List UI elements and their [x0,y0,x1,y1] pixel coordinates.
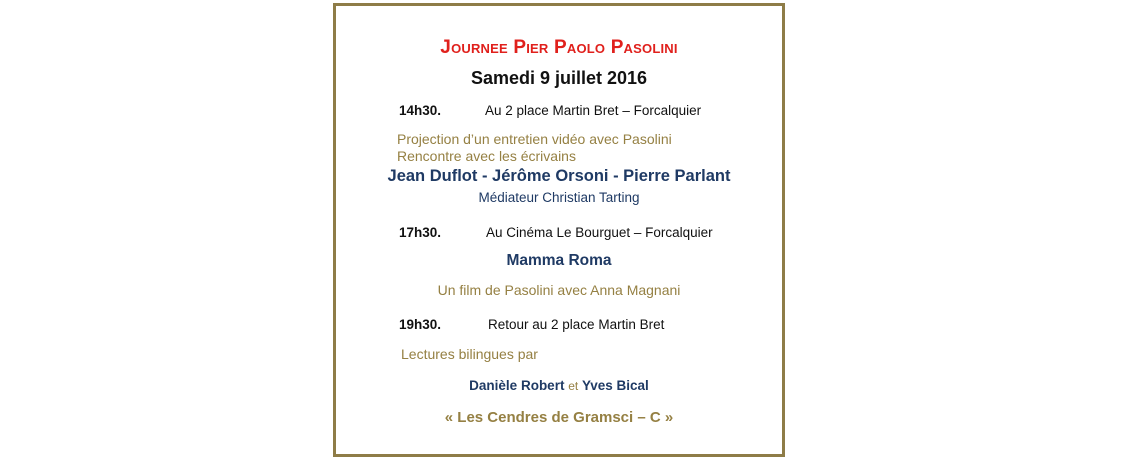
mediator: Médiateur Christian Tarting [478,190,640,205]
session2-time: 17h30. [399,225,442,240]
session3-time: 19h30. [399,317,442,332]
session1-place: Au 2 place Martin Bret – Forcalquier [485,103,702,118]
session3-place: Retour au 2 place Martin Bret [488,317,665,332]
film-description: Un film de Pasolini avec Anna Magnani [437,282,681,298]
reading-work: « Les Cendres de Gramsci – C » [444,409,674,426]
session1-line1: Projection d’un entretien vidéo avec Pasolini [397,131,672,147]
readers [336,378,782,393]
reader-1: Danièle Robert [469,378,565,393]
reader-conjunction: et [568,379,579,393]
event-date: Samedi 9 juillet 2016 [470,68,648,88]
readings-intro: Lectures bilingues par [401,346,538,362]
reader-2: Yves Bical [582,378,649,393]
program-frame [333,3,785,457]
writers-names: Jean Duflot - Jérôme Orsoni - Pierre Parlant [387,167,731,185]
session2-place: Au Cinéma Le Bourguet – Forcalquier [486,225,713,240]
film-title: Mamma Roma [506,252,612,269]
session1-time: 14h30. [399,103,442,118]
session1-line2: Rencontre avec les écrivains [397,148,576,164]
page-title: Journee Pier Paolo Pasolini [440,37,678,58]
